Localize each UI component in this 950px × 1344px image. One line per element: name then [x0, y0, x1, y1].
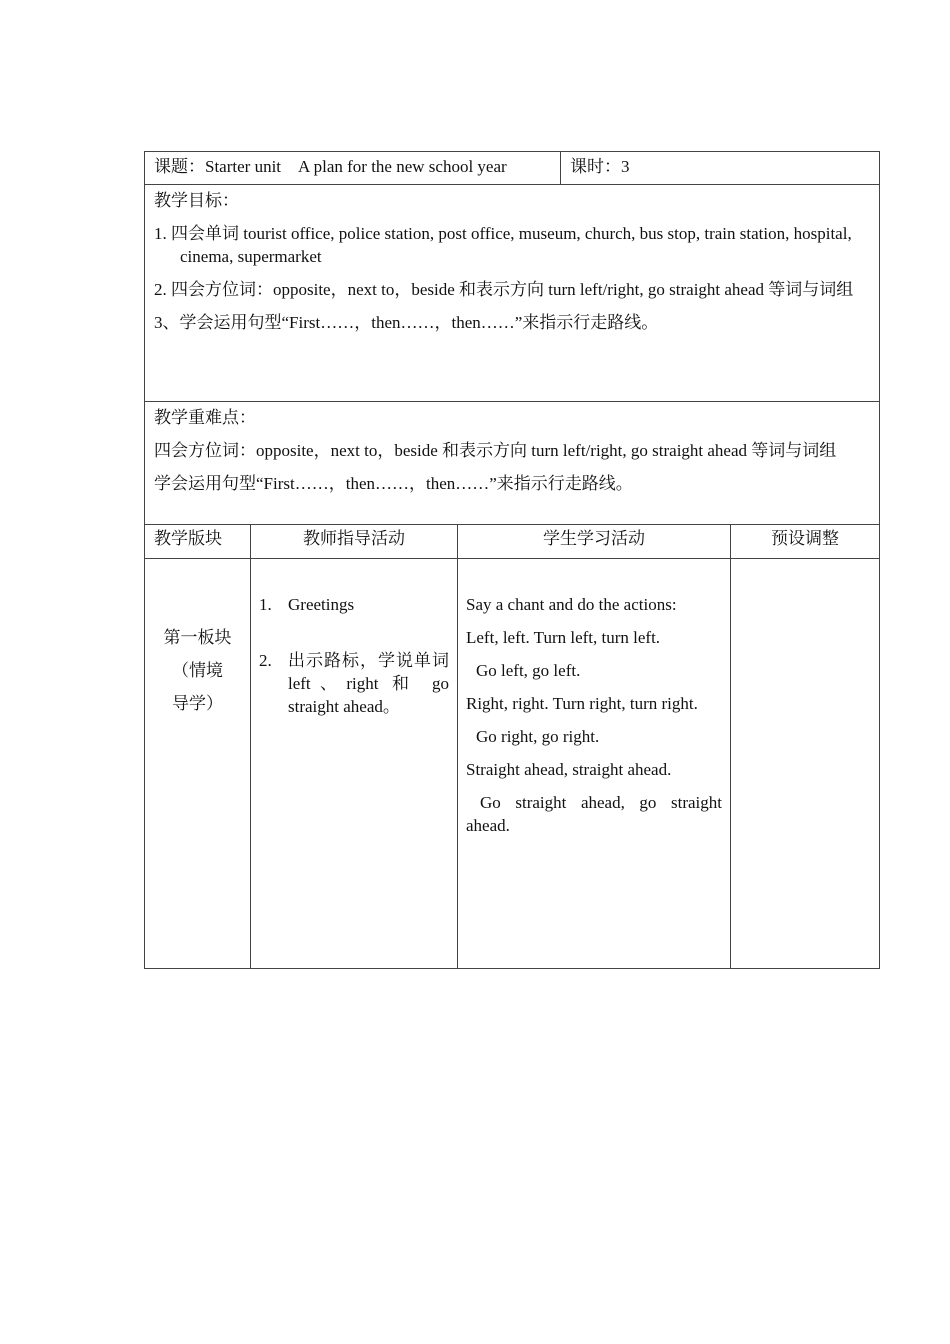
period-value: 3	[621, 157, 630, 176]
topic-value: Starter unit A plan for the new school year	[205, 157, 507, 176]
student-activity-line: Say a chant and do the actions:	[466, 595, 677, 614]
objective-item-1: 1. 四会单词 tourist office, police station, post office, museum, church, bus stop, train station, hospital, cinema, supermarket	[154, 224, 852, 266]
key-points-title: 教学重难点：	[154, 408, 256, 427]
objectives-title: 教学目标：	[154, 191, 239, 210]
student-activity-line: Go left, go left.	[476, 661, 581, 680]
period-label: 课时：	[570, 157, 621, 176]
topic-cell	[145, 152, 561, 185]
adjustment-cell	[731, 559, 880, 969]
key-point-item-2: 学会运用句型“First……，then……，then……”来指示行走路线。	[154, 474, 633, 493]
student-activity-line: Left, left. Turn left, turn left.	[466, 628, 661, 647]
objectives-cell	[145, 185, 880, 402]
column-header-teacher: 教师指导活动	[251, 525, 458, 559]
student-activity-line: Go right, go right.	[476, 727, 600, 746]
lesson-plan-document	[144, 151, 879, 969]
student-activity-cell	[458, 559, 731, 969]
lesson-plan-table	[144, 151, 880, 969]
student-activity-line: Right, right. Turn right, turn right.	[466, 694, 698, 713]
item-text: 出示路标，学说单词 left、right 和 go straight ahead。	[288, 651, 449, 716]
key-points-row	[145, 402, 880, 525]
key-point-item-1: 四会方位词：opposite，next to，beside 和表示方向 turn left/right, go straight ahead 等词与词组	[154, 441, 837, 460]
student-activity-line: Straight ahead, straight ahead.	[466, 760, 672, 779]
column-header-student: 学生学习活动	[458, 525, 731, 559]
item-number: 1.	[259, 595, 272, 614]
objective-item-2: 2. 四会方位词：opposite，next to，beside 和表示方向 turn left/right, go straight ahead 等词与词组	[154, 280, 854, 299]
item-text: Greetings	[288, 595, 355, 614]
column-header-row	[145, 525, 880, 559]
section-row	[145, 559, 880, 969]
key-points-cell	[145, 402, 880, 525]
header-row	[145, 152, 880, 185]
topic-label: 课题：	[154, 157, 205, 176]
item-number: 2.	[259, 651, 272, 670]
section-name-line: 导学）	[172, 694, 223, 713]
period-cell	[561, 152, 880, 185]
teacher-activity-item	[259, 593, 449, 616]
objective-item-3: 3、学会运用句型“First……，then……，then……”来指示行走路线。	[154, 313, 659, 332]
section-name-line: （情境	[172, 661, 223, 680]
student-activity-line: Go straight ahead, go straight ahead.	[466, 793, 722, 835]
section-name-cell	[145, 559, 251, 969]
teacher-activity-item	[259, 649, 449, 718]
column-header-section: 教学版块	[145, 525, 251, 559]
section-name-line: 第一板块	[163, 628, 232, 647]
column-header-adjustment: 预设调整	[731, 525, 880, 559]
teacher-activity-cell	[251, 559, 458, 969]
objectives-row	[145, 185, 880, 402]
